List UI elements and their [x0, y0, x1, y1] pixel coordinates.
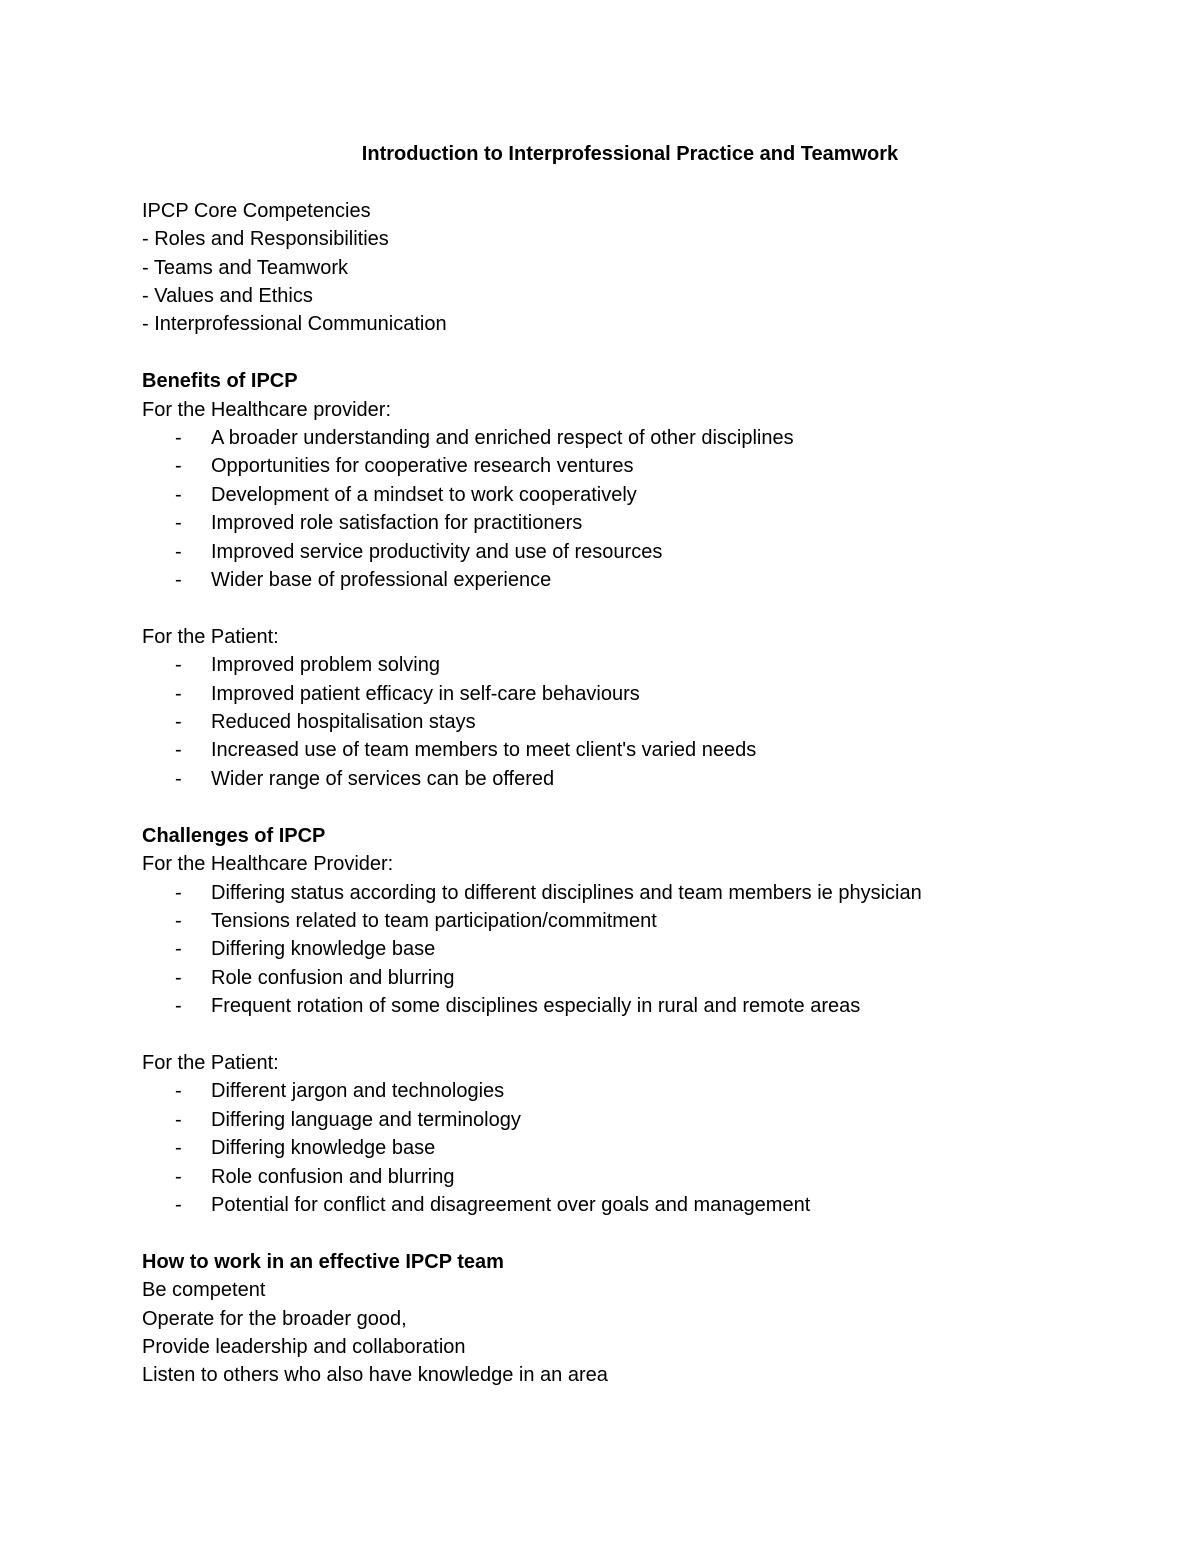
challenges-provider-label: For the Healthcare Provider: [142, 853, 394, 876]
effective-team-line: Operate for the broader good, [142, 1307, 407, 1330]
benefits-patient-list [142, 651, 1082, 793]
list-item: - Potential for conflict and disagreement over goals and management [142, 1191, 1082, 1219]
core-competencies-heading: IPCP Core Competencies [142, 199, 371, 222]
list-item: - A broader understanding and enriched respect of other disciplines [142, 424, 1082, 452]
list-item: - Wider range of services can be offered [142, 765, 1082, 793]
core-competency-item: - Roles and Responsibilities [142, 228, 389, 251]
document-title: Introduction to Interprofessional Practice and Teamwork [361, 143, 899, 165]
list-item: - Differing status according to different disciplines and team members ie physician [142, 879, 1082, 907]
list-item: - Differing knowledge base [142, 1134, 1082, 1162]
list-item: - Differing knowledge base [142, 935, 1082, 963]
benefits-patient-label: For the Patient: [142, 625, 279, 648]
core-competency-item: - Interprofessional Communication [142, 313, 447, 336]
challenges-patient-list [142, 1077, 1082, 1219]
spacer [142, 168, 1082, 196]
list-item: - Improved service productivity and use of resources [142, 538, 1082, 566]
list-item: - Tensions related to team participation/commitment [142, 907, 1082, 935]
effective-team-line: Listen to others who also have knowledge in an area [142, 1364, 608, 1387]
effective-team-line: Provide leadership and collaboration [142, 1335, 466, 1358]
document-page [142, 140, 1082, 1390]
list-item: - Differing language and terminology [142, 1106, 1082, 1134]
list-item: - Opportunities for cooperative research ventures [142, 452, 1082, 480]
list-item: - Wider base of professional experience [142, 566, 1082, 594]
list-item: - Different jargon and technologies [142, 1077, 1082, 1105]
benefits-heading: Benefits of IPCP [142, 370, 298, 393]
challenges-patient-label: For the Patient: [142, 1051, 279, 1074]
list-item: - Increased use of team members to meet client's varied needs [142, 736, 1082, 764]
benefits-provider-label: For the Healthcare provider: [142, 398, 392, 421]
list-item: - Improved problem solving [142, 651, 1082, 679]
list-item: - Frequent rotation of some disciplines especially in rural and remote areas [142, 992, 1082, 1020]
list-item: - Role confusion and blurring [142, 1163, 1082, 1191]
spacer [142, 1219, 1082, 1247]
list-item: - Improved patient efficacy in self-care behaviours [142, 680, 1082, 708]
list-item: - Improved role satisfaction for practitioners [142, 509, 1082, 537]
challenges-provider-list [142, 879, 1082, 1021]
core-competency-item: - Values and Ethics [142, 285, 313, 308]
spacer [142, 339, 1082, 367]
spacer [142, 1021, 1082, 1049]
challenges-heading: Challenges of IPCP [142, 824, 326, 847]
effective-team-line: Be competent [142, 1279, 266, 1302]
effective-team-heading: How to work in an effective IPCP team [142, 1250, 504, 1273]
spacer [142, 594, 1082, 622]
list-item: - Role confusion and blurring [142, 964, 1082, 992]
benefits-provider-list [142, 424, 1082, 594]
list-item: - Reduced hospitalisation stays [142, 708, 1082, 736]
spacer [142, 793, 1082, 821]
core-competency-item: - Teams and Teamwork [142, 256, 349, 279]
list-item: - Development of a mindset to work cooperatively [142, 481, 1082, 509]
